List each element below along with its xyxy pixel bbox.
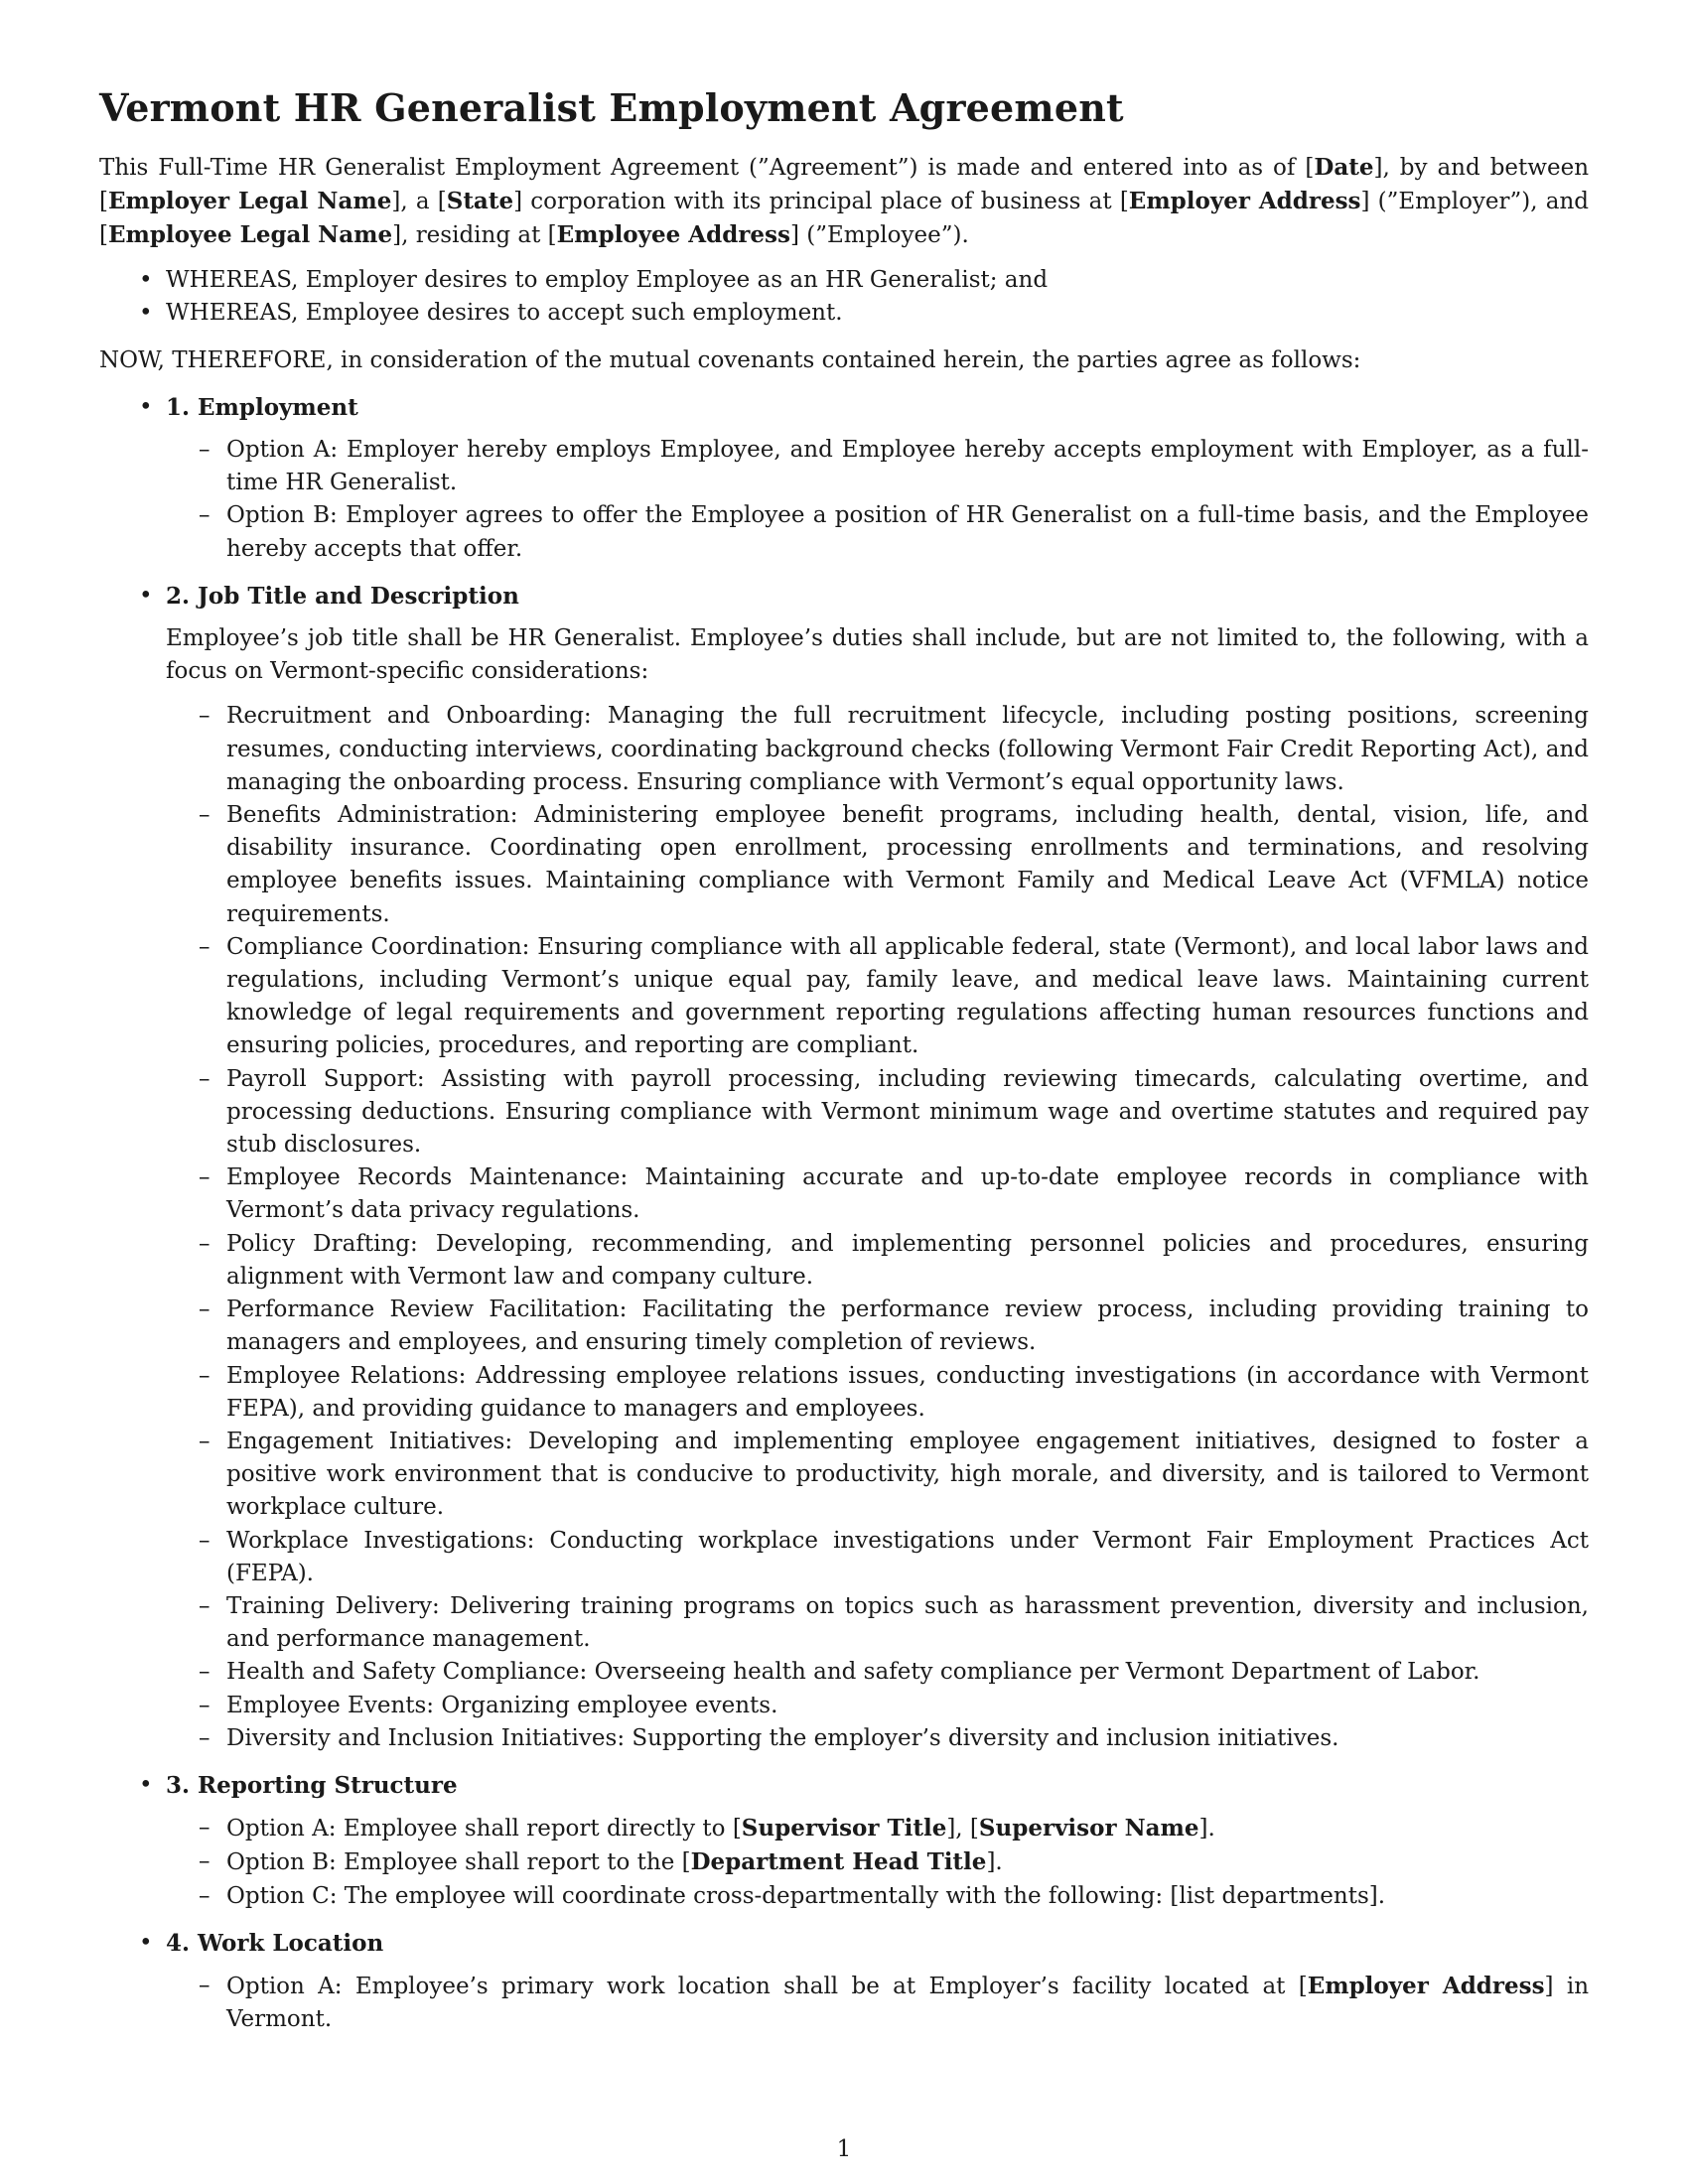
- employee-address-placeholder: Employee Address: [556, 221, 790, 248]
- list-item: – Option A: Employer hereby employs Employee, and Employee hereby accepts employment with Employer, as a full-time HR Generalist.: [166, 434, 1589, 499]
- list-item: – Recruitment and Onboarding: Managing the full recruitment lifecycle, including posting positions, screening resumes, conducting interviews, coordinating background checks (following Vermont Fair Credit Reporting Act), and managing the onboarding process. Ensuring compliance with Vermont’s equal opportunity laws.: [166, 700, 1589, 799]
- dash-marker: –: [199, 1692, 211, 1718]
- employer-address-placeholder: Employer Address: [1307, 1972, 1545, 1999]
- dash-marker: –: [199, 1164, 211, 1191]
- dash-marker: –: [199, 1659, 211, 1686]
- list-item: – Health and Safety Compliance: Overseeing health and safety compliance per Vermont Department of Labor.: [166, 1656, 1589, 1689]
- intro-paragraph: This Full-Time HR Generalist Employment Agreement (”Agreement”) is made and entered into as of [Date], by and between [Employer Legal Name], a [State] corporation with its principal place of business at [Employer Address] (”Employer”), and [Employee Legal Name], residing at [Employee Address] (”Employee”).: [99, 153, 1590, 248]
- list-item: – Employee Records Maintenance: Maintaining accurate and up-to-date employee records in compliance with Vermont’s data privacy regulations.: [166, 1161, 1589, 1227]
- sections-list: [99, 391, 1589, 2037]
- list-item: – Benefits Administration: Administering employee benefit programs, including health, dental, vision, life, and disability insurance. Coordinating open enrollment, processing enrollments and terminations, and resolving employee benefits issues. Maintaining compliance with Vermont Family and Medical Leave Act (VFMLA) notice requirements.: [166, 799, 1589, 931]
- list-item: – Option A: Employee’s primary work location shall be at Employer’s facility located at [Employer Address] in Vermont.: [166, 1970, 1589, 2036]
- dash-marker: –: [199, 1724, 211, 1751]
- list-item: – Engagement Initiatives: Developing and implementing employee engagement initiatives, designed to foster a positive work environment that is conducive to productivity, high morale, and diversity, and is tailored to Vermont workplace culture.: [166, 1426, 1589, 1525]
- state-placeholder: State: [446, 187, 514, 214]
- whereas-item: • WHEREAS, Employee desires to accept such employment.: [99, 297, 1589, 330]
- list-item: – Option B: Employer agrees to offer the Employee a position of HR Generalist on a full-time basis, and the Employee hereby accepts that offer.: [166, 499, 1589, 565]
- section-title: • 4. Work Location: [166, 1929, 384, 1957]
- dash-marker: –: [199, 1362, 211, 1389]
- whereas-list: [99, 264, 1589, 330]
- list-item: – Diversity and Inclusion Initiatives: Supporting the employer’s diversity and inclusion initiatives.: [166, 1722, 1589, 1755]
- dash-marker: –: [199, 437, 211, 464]
- dash-marker: –: [199, 933, 211, 960]
- section-work-location: [99, 1927, 1589, 2037]
- employee-legal-name-placeholder: Employee Legal Name: [107, 221, 393, 248]
- dash-marker: –: [199, 1848, 211, 1875]
- list-item: – Employee Events: Organizing employee events.: [166, 1690, 1589, 1722]
- dash-marker: –: [199, 1428, 211, 1454]
- section-job-title-description: [99, 580, 1589, 1755]
- employer-legal-name-placeholder: Employer Legal Name: [107, 187, 392, 214]
- page-number: 1: [836, 2136, 852, 2162]
- list-item: – Workplace Investigations: Conducting workplace investigations under Vermont Fair Employment Practices Act (FEPA).: [166, 1525, 1589, 1590]
- list-item: – Compliance Coordination: Ensuring compliance with all applicable federal, state (Vermont), and local labor laws and regulations, including Vermont’s unique equal pay, family leave, and medical leave laws. Maintaining current knowledge of legal requirements and government reporting regulations affecting human resources functions and ensuring policies, procedures, and reporting are compliant.: [166, 931, 1589, 1063]
- dash-marker: –: [199, 703, 211, 730]
- option-list: [166, 434, 1589, 566]
- section-title: • 3. Reporting Structure: [166, 1771, 458, 1799]
- list-item: – Training Delivery: Delivering training programs on topics such as harassment prevention, diversity and inclusion, and performance management.: [166, 1590, 1589, 1656]
- dash-marker: –: [199, 1297, 211, 1323]
- supervisor-name-placeholder: Supervisor Name: [978, 1815, 1199, 1843]
- dash-marker: –: [199, 1592, 211, 1619]
- dash-marker: –: [199, 1527, 211, 1554]
- supervisor-title-placeholder: Supervisor Title: [741, 1815, 947, 1843]
- date-placeholder: Date: [1314, 153, 1374, 181]
- section-title: • 2. Job Title and Description: [166, 582, 519, 610]
- dash-marker: –: [199, 1972, 211, 1998]
- dash-marker: –: [199, 1065, 211, 1092]
- document-content: [99, 85, 1589, 2050]
- list-item: – Option C: The employee will coordinate cross-departmentally with the following: [list departments].: [166, 1880, 1589, 1913]
- option-list: [166, 1970, 1589, 2036]
- section-body: Employee’s job title shall be HR Generalist. Employee’s duties shall include, but are not limited to, the following, with a focus on Vermont-specific considerations:: [166, 625, 1589, 685]
- dash-marker: –: [199, 1815, 211, 1842]
- list-item: – Option A: Employee shall report directly to [Supervisor Title], [Supervisor Name].: [166, 1812, 1589, 1845]
- section-employment: [99, 391, 1589, 566]
- section-title: • 1. Employment: [166, 393, 358, 421]
- section-reporting-structure: [99, 1769, 1589, 1913]
- dash-marker: –: [199, 1230, 211, 1257]
- list-item: – Policy Drafting: Developing, recommending, and implementing personnel policies and procedures, ensuring alignment with Vermont law and company culture.: [166, 1228, 1589, 1294]
- dash-marker: –: [199, 802, 211, 829]
- now-therefore-paragraph: NOW, THEREFORE, in consideration of the mutual covenants contained herein, the parties agree as follows:: [99, 346, 1361, 373]
- employer-address-placeholder: Employer Address: [1128, 187, 1361, 214]
- dash-marker: –: [199, 1882, 211, 1909]
- department-head-title-placeholder: Department Head Title: [690, 1848, 987, 1876]
- duties-list: [166, 700, 1589, 1755]
- list-item: – Employee Relations: Addressing employee relations issues, conducting investigations (in accordance with Vermont FEPA), and providing guidance to managers and employees.: [166, 1360, 1589, 1426]
- list-item: – Performance Review Facilitation: Facilitating the performance review process, including providing training to managers and employees, and ensuring timely completion of reviews.: [166, 1294, 1589, 1359]
- list-item: – Payroll Support: Assisting with payroll processing, including reviewing timecards, calculating overtime, and processing deductions. Ensuring compliance with Vermont minimum wage and overtime statutes and required pay stub disclosures.: [166, 1063, 1589, 1162]
- whereas-item: • WHEREAS, Employer desires to employ Employee as an HR Generalist; and: [99, 264, 1589, 297]
- option-list: [166, 1812, 1589, 1913]
- list-item: – Option B: Employee shall report to the [Department Head Title].: [166, 1845, 1589, 1879]
- document-title: Vermont HR Generalist Employment Agreement: [99, 85, 1124, 130]
- dash-marker: –: [199, 502, 211, 529]
